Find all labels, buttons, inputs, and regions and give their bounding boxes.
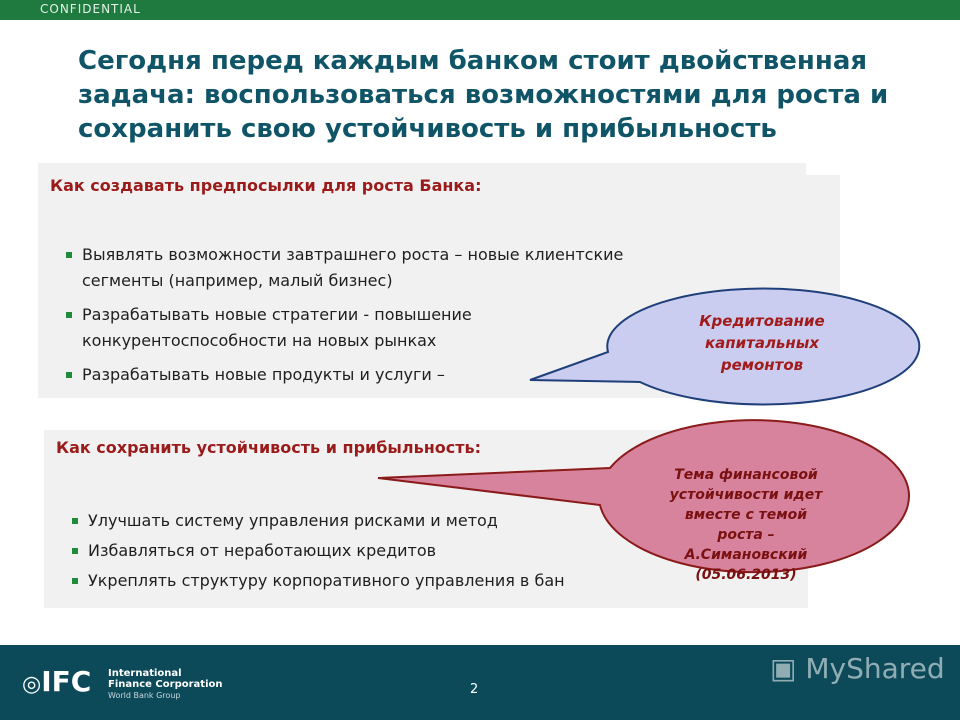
list-item: Улучшать систему управления рисками и метод [70, 508, 790, 534]
globe-icon: ◎ [22, 672, 42, 697]
list-item: Разрабатывать новые продукты и услуги – [64, 362, 784, 388]
watermark: ▣ MyShared [770, 652, 945, 685]
growth-heading: Как создавать предпосылки для роста Банка: [50, 176, 482, 195]
org-name: International Finance Corporation World Bank Group [108, 668, 223, 700]
list-item: Укреплять структуру корпоративного управления в бан [70, 568, 790, 594]
list-item: Избавляться от неработающих кредитов [70, 538, 790, 564]
confidential-label: CONFIDENTIAL [40, 2, 141, 16]
title-line-1: Сегодня перед каждым банком стоит двойственная [78, 46, 868, 76]
stability-heading: Как сохранить устойчивость и прибыльность: [56, 438, 482, 457]
list-item: Выявлять возможности завтрашнего роста – новые клиентские сегменты (например, малый бизнес) [64, 242, 784, 294]
ifc-logo: ◎IFC [22, 665, 92, 698]
presentation-icon: ▣ [770, 652, 797, 685]
callout-1-text: Кредитование капитальных ремонтов [699, 312, 825, 374]
callout-2-text: Тема финансовой устойчивости идет вместе с темой роста – А.Симановский (05.06.2013) [669, 467, 823, 583]
title-line-3: сохранить свою устойчивость и прибыльность [78, 114, 777, 144]
title-line-2: задача: воспользоваться возможностями для роста и [78, 80, 889, 110]
list-item: Разрабатывать новые стратегии - повышение конкурентоспособности на новых рынках [64, 302, 784, 354]
page-number: 2 [470, 682, 479, 697]
